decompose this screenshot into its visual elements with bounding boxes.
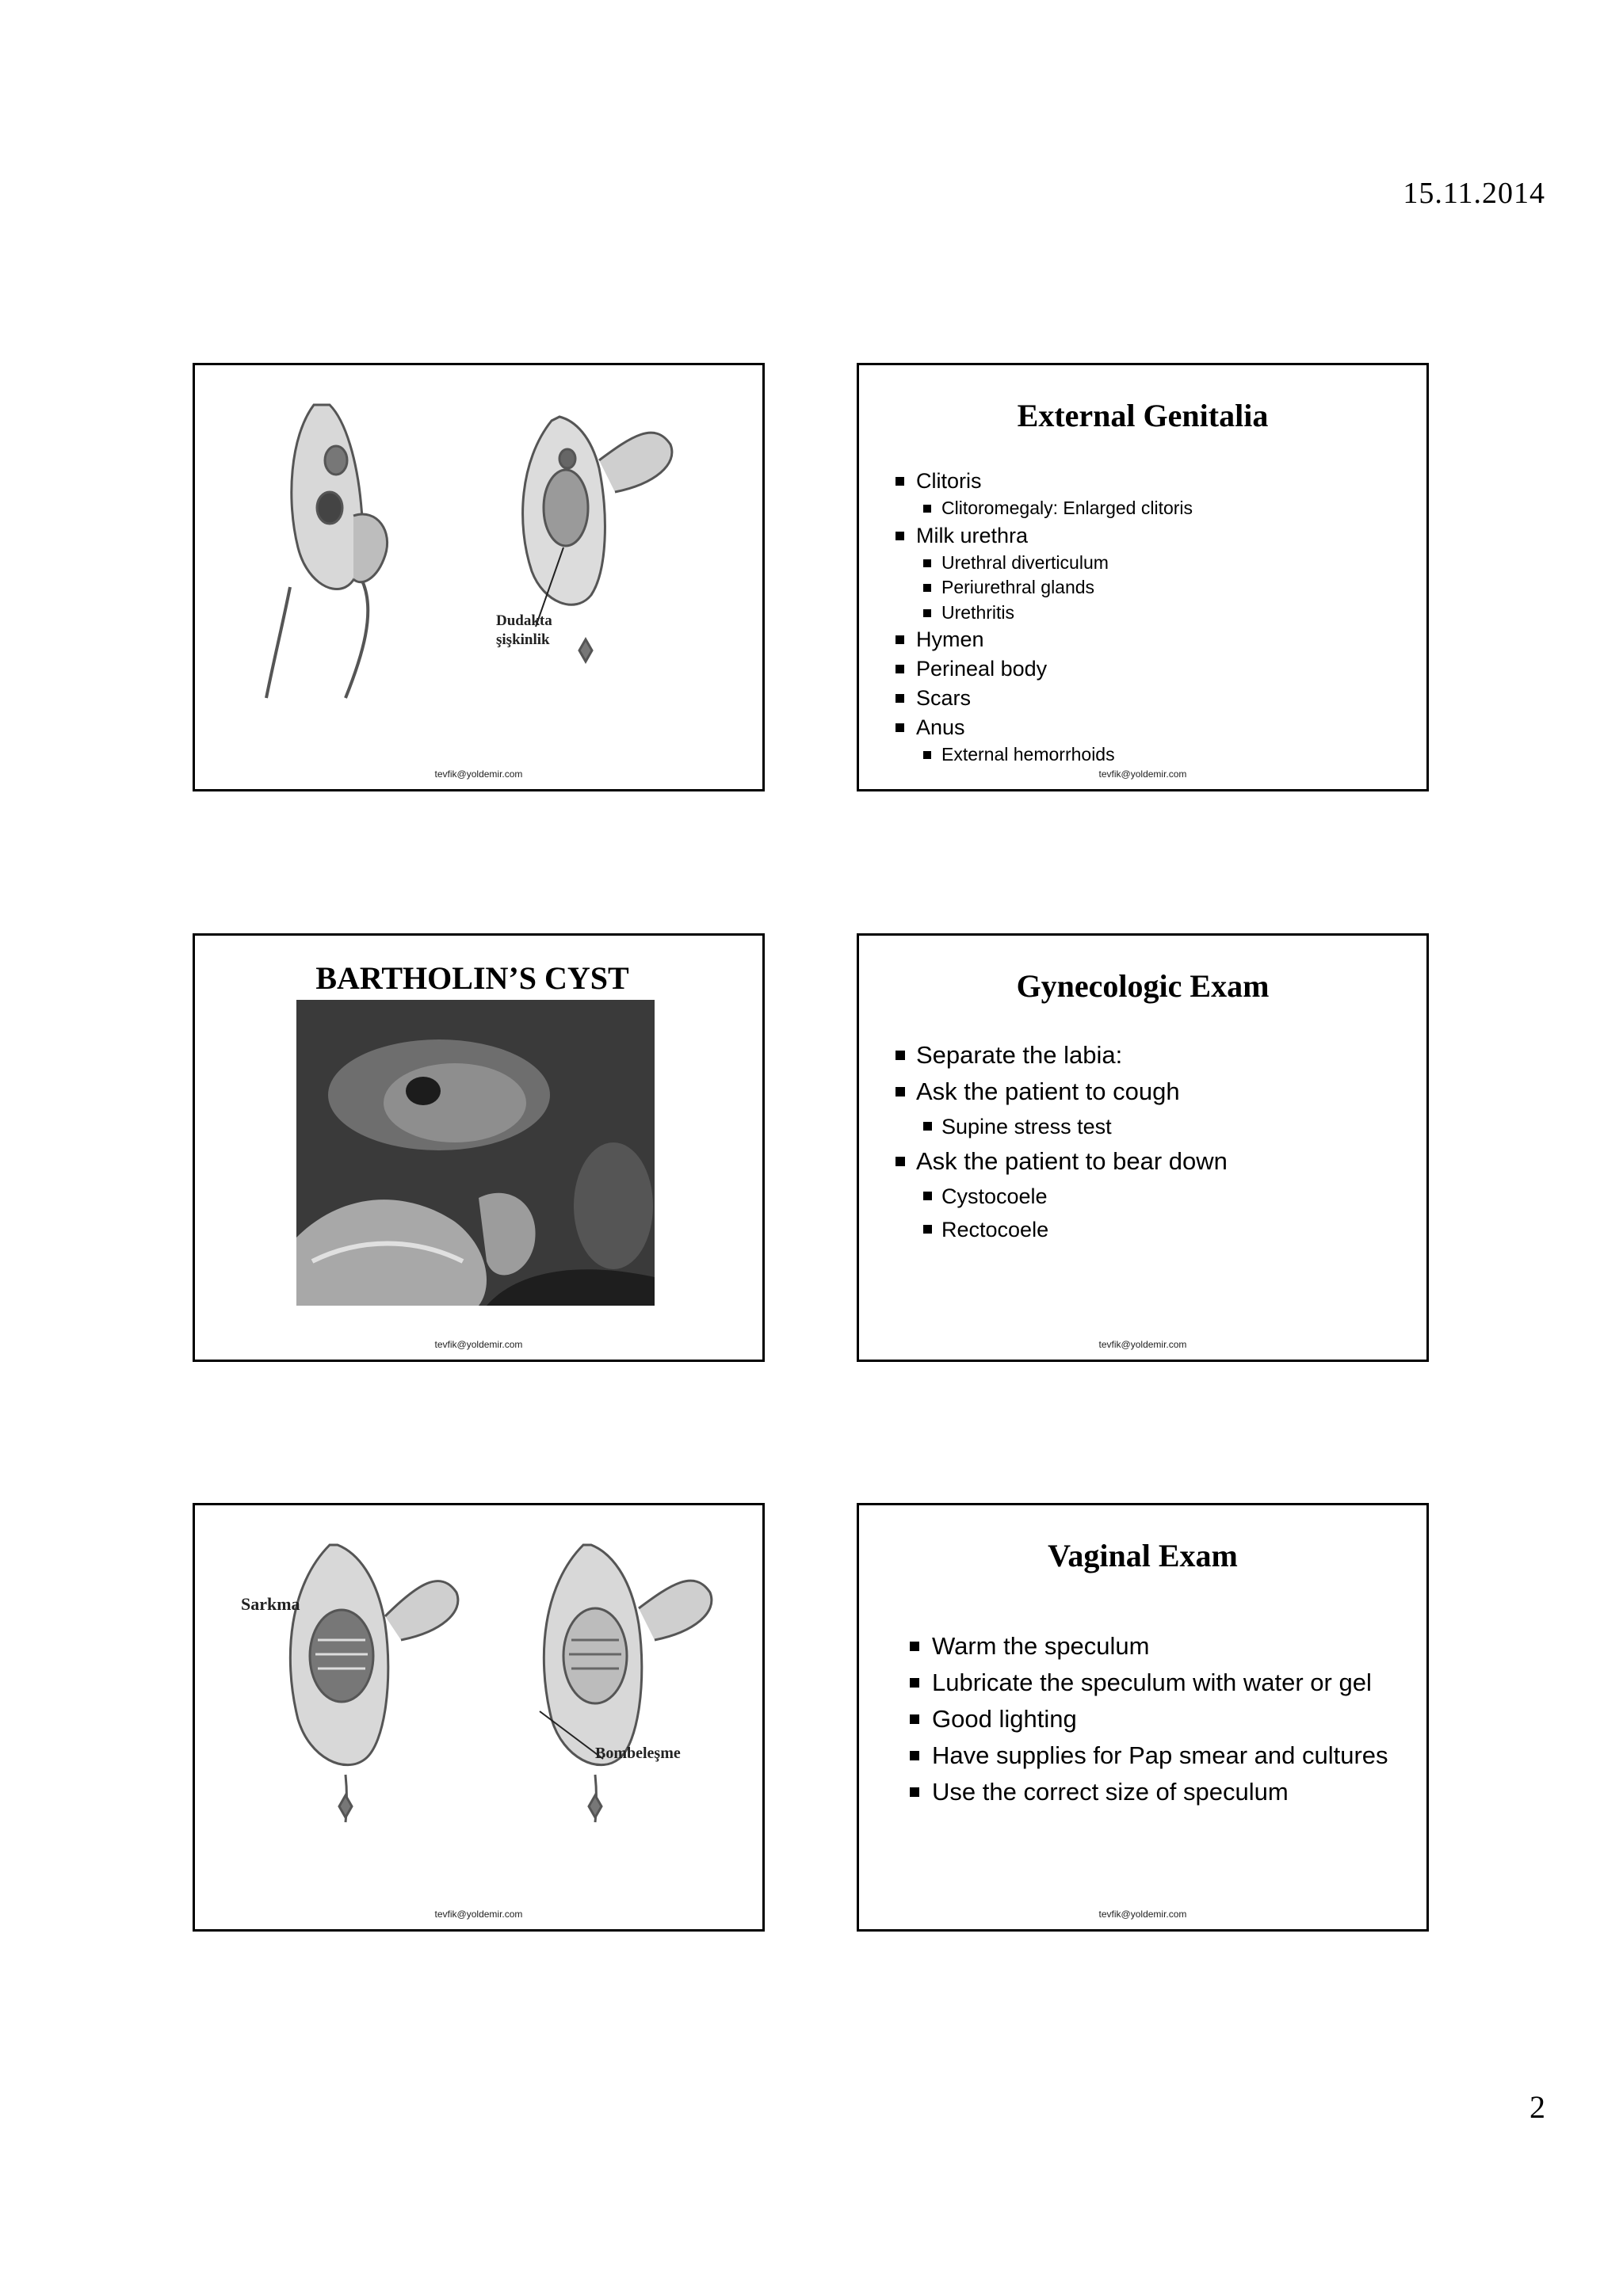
bullet-item: Hymen (894, 625, 1193, 654)
sub-bullet-item: Urethritis (894, 601, 1193, 626)
sub-bullet-item: Periurethral glands (894, 575, 1193, 601)
slide-title: External Genitalia (1017, 398, 1269, 433)
caption-dudakta: Dudakta (496, 612, 552, 629)
slide-illustration-labial-swelling (193, 363, 765, 791)
bullet-item: Lubricate the speculum with water or gel (908, 1665, 1388, 1701)
slide-vaginal-exam (857, 1503, 1429, 1932)
vulva-swelling-illustration (242, 389, 718, 706)
caption-siskinlik: şişkinlik (496, 631, 550, 648)
bullet-list (908, 1628, 1388, 1810)
page-date: 15.11.2014 (1403, 177, 1545, 210)
bullet-list (894, 1037, 1228, 1246)
slide-gynecologic-exam (857, 933, 1429, 1362)
slide-illustration-prolapse (193, 1503, 765, 1932)
sub-bullet-item: Cystocoele (894, 1180, 1228, 1213)
slide-footer: tevfik@yoldemir.com (434, 769, 523, 780)
bullet-item: Use the correct size of speculum (908, 1774, 1388, 1810)
slide-footer: tevfik@yoldemir.com (434, 1339, 523, 1350)
bullet-item: Ask the patient to cough (894, 1074, 1228, 1110)
slide-footer: tevfik@yoldemir.com (1098, 1339, 1187, 1350)
bullet-item: Ask the patient to bear down (894, 1143, 1228, 1180)
bullet-item: Anus (894, 713, 1193, 742)
bullet-item: Good lighting (908, 1701, 1388, 1737)
sub-bullet-item: External hemorrhoids (894, 742, 1193, 768)
bullet-item: Perineal body (894, 654, 1193, 684)
sub-bullet-item: Urethral diverticulum (894, 551, 1193, 576)
caption-bombelesme: Bombeleşme (595, 1745, 681, 1762)
bullet-item: Scars (894, 684, 1193, 713)
caption-sarkma: Sarkma (241, 1594, 300, 1614)
slide-footer: tevfik@yoldemir.com (1098, 1909, 1187, 1920)
prolapse-illustration (227, 1521, 734, 1854)
page-number: 2 (1529, 2089, 1545, 2125)
bullet-item: Warm the speculum (908, 1628, 1388, 1665)
bullet-item: Milk urethra (894, 521, 1193, 551)
slide-title: BARTHOLIN’S CYST (315, 960, 629, 996)
sub-bullet-item: Clitoromegaly: Enlarged clitoris (894, 496, 1193, 521)
slide-title: Gynecologic Exam (1016, 968, 1270, 1004)
bartholin-cyst-photo (296, 1000, 655, 1306)
bullet-item: Clitoris (894, 467, 1193, 496)
bullet-item: Separate the labia: (894, 1037, 1228, 1074)
sub-bullet-item: Rectocoele (894, 1213, 1228, 1246)
bullet-item: Have supplies for Pap smear and cultures (908, 1737, 1388, 1774)
sub-bullet-item: Supine stress test (894, 1110, 1228, 1143)
bullet-list (894, 467, 1193, 768)
slide-title: Vaginal Exam (1048, 1538, 1238, 1573)
slide-bartholins-cyst (193, 933, 765, 1362)
slide-footer: tevfik@yoldemir.com (1098, 769, 1187, 780)
slide-footer: tevfik@yoldemir.com (434, 1909, 523, 1920)
slide-external-genitalia (857, 363, 1429, 791)
